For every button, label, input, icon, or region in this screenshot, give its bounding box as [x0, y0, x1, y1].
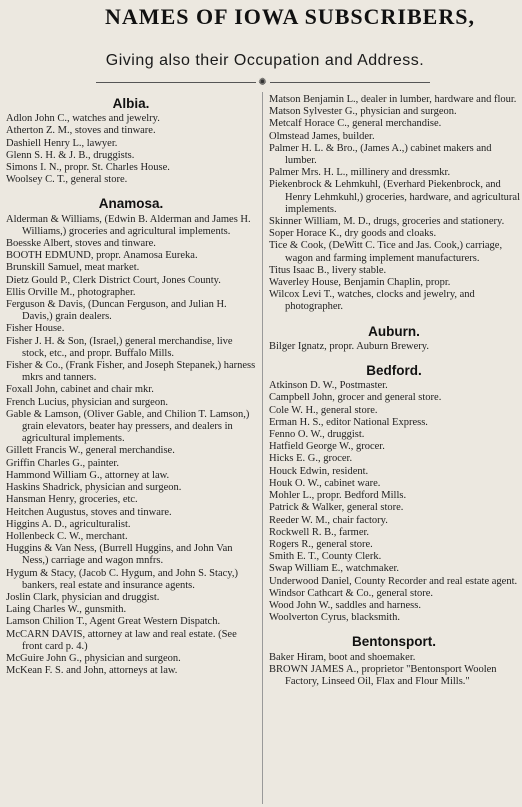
subscriber-entry: BOOTH EDMUND, propr. Anamosa Eureka. [6, 250, 198, 262]
subscriber-entry: BROWN JAMES A., proprietor "Bentonsport Woolen Factory, Linseed Oil, Flax and Flour Mills." [269, 663, 497, 687]
subscriber-entry: Rogers R., general store. [269, 538, 373, 550]
subscriber-entry: Fenno O. W., druggist. [269, 429, 365, 441]
subscriber-entry: Hatfield George W., grocer. [269, 441, 385, 453]
subscriber-entry: Hygum & Stacy, (Jacob C. Hygum, and John S. Stacy,) bankers, real estate and insurance agents. [6, 567, 238, 591]
subscriber-entry: Waverley House, Benjamin Chaplin, propr. [269, 277, 451, 289]
subscriber-entry: Boesske Albert, stoves and tinware. [6, 238, 156, 250]
subscriber-entry: Reeder W. M., chair factory. [269, 514, 388, 526]
subscriber-entry: Dietz Gould P., Clerk District Court, Jones County. [6, 274, 221, 286]
subscriber-entry: Patrick & Walker, general store. [269, 502, 404, 514]
subscriber-entry: Ellis Orville M., photographer. [6, 286, 136, 298]
subscriber-entry: Matson Benjamin L., dealer in lumber, hardware and flour. [269, 94, 517, 105]
subscriber-entry: Bilger Ignatz, propr. Auburn Brewery. [269, 340, 429, 352]
subscriber-entry: Tice & Cook, (DeWitt C. Tice and Jas. Cook,) carriage, wagon and farming implement manufacturers. [269, 240, 503, 264]
subscriber-entry: Houck Edwin, resident. [269, 465, 369, 477]
subscriber-entry: Joslin Clark, physician and druggist. [6, 591, 160, 603]
subscriber-entry: Laing Charles W., gunsmith. [6, 604, 127, 616]
subscriber-entry: Gable & Lamson, (Oliver Gable, and Chilion T. Lamson,) grain elevators, beater hay pressers, and dealers in agricultural implements. [6, 408, 250, 445]
page-title: NAMES OF IOWA SUBSCRIBERS, [105, 4, 475, 29]
subscriber-entry: Haskins Shadrick, physician and surgeon. [6, 482, 182, 494]
subscriber-entry: Campbell John, grocer and general store. [269, 392, 442, 404]
title-ornament: ✺ [258, 77, 267, 88]
subscriber-entry: Lamson Chilion T., Agent Great Western Dispatch. [6, 616, 221, 628]
subscriber-entry: Underwood Daniel, County Recorder and real estate agent. [269, 575, 518, 587]
subscriber-entry: Mohler L., propr. Bedford Mills. [269, 490, 407, 502]
subscriber-entry: McKean F. S. and John, attorneys at law. [6, 665, 178, 677]
subscriber-entry: McGuire John G., physician and surgeon. [6, 652, 181, 664]
subscriber-entry: Metcalf Horace C., general merchandise. [269, 118, 442, 130]
title-rule-right [270, 82, 430, 83]
subscriber-entry: Hollenbeck C. W., merchant. [6, 530, 128, 542]
subscriber-entry: Houk O. W., cabinet ware. [269, 477, 381, 489]
subscriber-entry: Woolsey C. T., general store. [6, 174, 128, 186]
subscriber-entry: Atkinson D. W., Postmaster. [269, 380, 388, 392]
subscriber-entry: Smith E. T., County Clerk. [269, 551, 382, 563]
subscriber-entry: Adlon John C., watches and jewelry. [6, 113, 160, 125]
subscriber-entry: Huggins & Van Ness, (Burrell Huggins, and John Van Ness,) carriage and wagon mnfrs. [6, 543, 233, 567]
subscriber-entry: Hammond William G., attorney at law. [6, 469, 170, 481]
subscriber-entry: Cole W. H., general store. [269, 404, 378, 416]
subscriber-entry: Piekenbrock & Lehmkuhl, (Everhard Piekenbrock, and Henry Lehmkuhl,) groceries, hardware, and agricultural implements. [269, 179, 520, 215]
subscriber-entry: Wood John W., saddles and harness. [269, 599, 421, 611]
page-subtitle: Giving also their Occupation and Address. [105, 52, 425, 69]
subscriber-entry: Alderman & Williams, (Edwin B. Alderman and James H. Williams,) groceries and agricultural implements. [6, 213, 251, 237]
subscriber-entry: Skinner William, M. D., drugs, groceries and stationery. [269, 216, 505, 228]
subscriber-entry: Ferguson & Davis, (Duncan Ferguson, and Julian H. Davis,) grain dealers. [6, 299, 227, 323]
subscriber-entry: Higgins A. D., agriculturalist. [6, 518, 131, 530]
subscriber-entry: Glenn S. H. & J. B., druggists. [6, 149, 135, 161]
subscriber-entry: Simons I. N., propr. St. Charles House. [6, 162, 170, 174]
subscriber-entry: Griffin Charles G., painter. [6, 457, 119, 469]
right-column [267, 94, 521, 688]
subscriber-entry: Hansman Henry, groceries, etc. [6, 494, 138, 506]
town-heading: Albia. [112, 96, 150, 111]
left-column [4, 92, 258, 677]
subscriber-entry: Gillett Francis W., general merchandise. [6, 445, 175, 457]
subscriber-entry: Palmer Mrs. H. L., millinery and dressmkr. [269, 167, 451, 179]
subscriber-entry: Wilcox Levi T., watches, clocks and jewelry, and photographer. [269, 289, 475, 313]
subscriber-entry: Soper Horace K., dry goods and cloaks. [269, 228, 437, 240]
column-divider [262, 92, 263, 804]
town-heading: Bentonsport. [352, 634, 436, 650]
subscriber-entry: Palmer H. L. & Bro., (James A.,) cabinet makers and lumber. [269, 142, 492, 167]
subscriber-entry: Baker Hiram, boot and shoemaker. [269, 651, 416, 663]
subscriber-entry: Woolverton Cyrus, blacksmith. [269, 612, 400, 624]
subscriber-entry: Fisher & Co., (Frank Fisher, and Joseph Stepanek,) harness mkrs and tanners. [6, 360, 256, 384]
subscriber-entry: Titus Isaac B., livery stable. [269, 264, 387, 276]
subscriber-entry: Matson Sylvester G., physician and surgeon. [269, 106, 457, 118]
subscriber-entry: Hicks E. G., grocer. [269, 453, 353, 465]
town-heading: Anamosa. [98, 196, 164, 212]
town-heading: Auburn. [368, 323, 420, 339]
subscriber-entry: Dashiell Henry L., lawyer. [6, 137, 118, 149]
subscriber-entry: Heitchen Augustus, stoves and tinware. [6, 506, 172, 518]
subscriber-entry: McCARN DAVIS, attorney at law and real estate. (See front card p. 4.) [6, 628, 237, 652]
subscriber-entry: Atherton Z. M., stoves and tinware. [6, 125, 156, 137]
subscriber-entry: Windsor Cathcart & Co., general store. [269, 587, 434, 599]
subscriber-entry: French Lucius, physician and surgeon. [6, 396, 168, 408]
subscriber-entry: Swap William E., watchmaker. [269, 563, 400, 575]
subscriber-entry: Fisher J. H. & Son, (Israel,) general merchandise, live stock, etc., and propr. Buffalo Mills. [6, 335, 233, 359]
town-heading: Bedford. [366, 363, 422, 379]
subscriber-entry: Foxall John, cabinet and chair mkr. [6, 384, 154, 396]
subscriber-entry: Olmstead James, builder. [269, 130, 375, 142]
subscriber-entry: Erman H. S., editor National Express. [269, 416, 428, 428]
subscriber-entry: Brunskill Samuel, meat market. [6, 262, 140, 274]
title-rule-left [96, 82, 256, 83]
subscriber-entry: Fisher House. [6, 323, 65, 335]
subscriber-entry: Rockwell R. B., farmer. [269, 526, 370, 538]
